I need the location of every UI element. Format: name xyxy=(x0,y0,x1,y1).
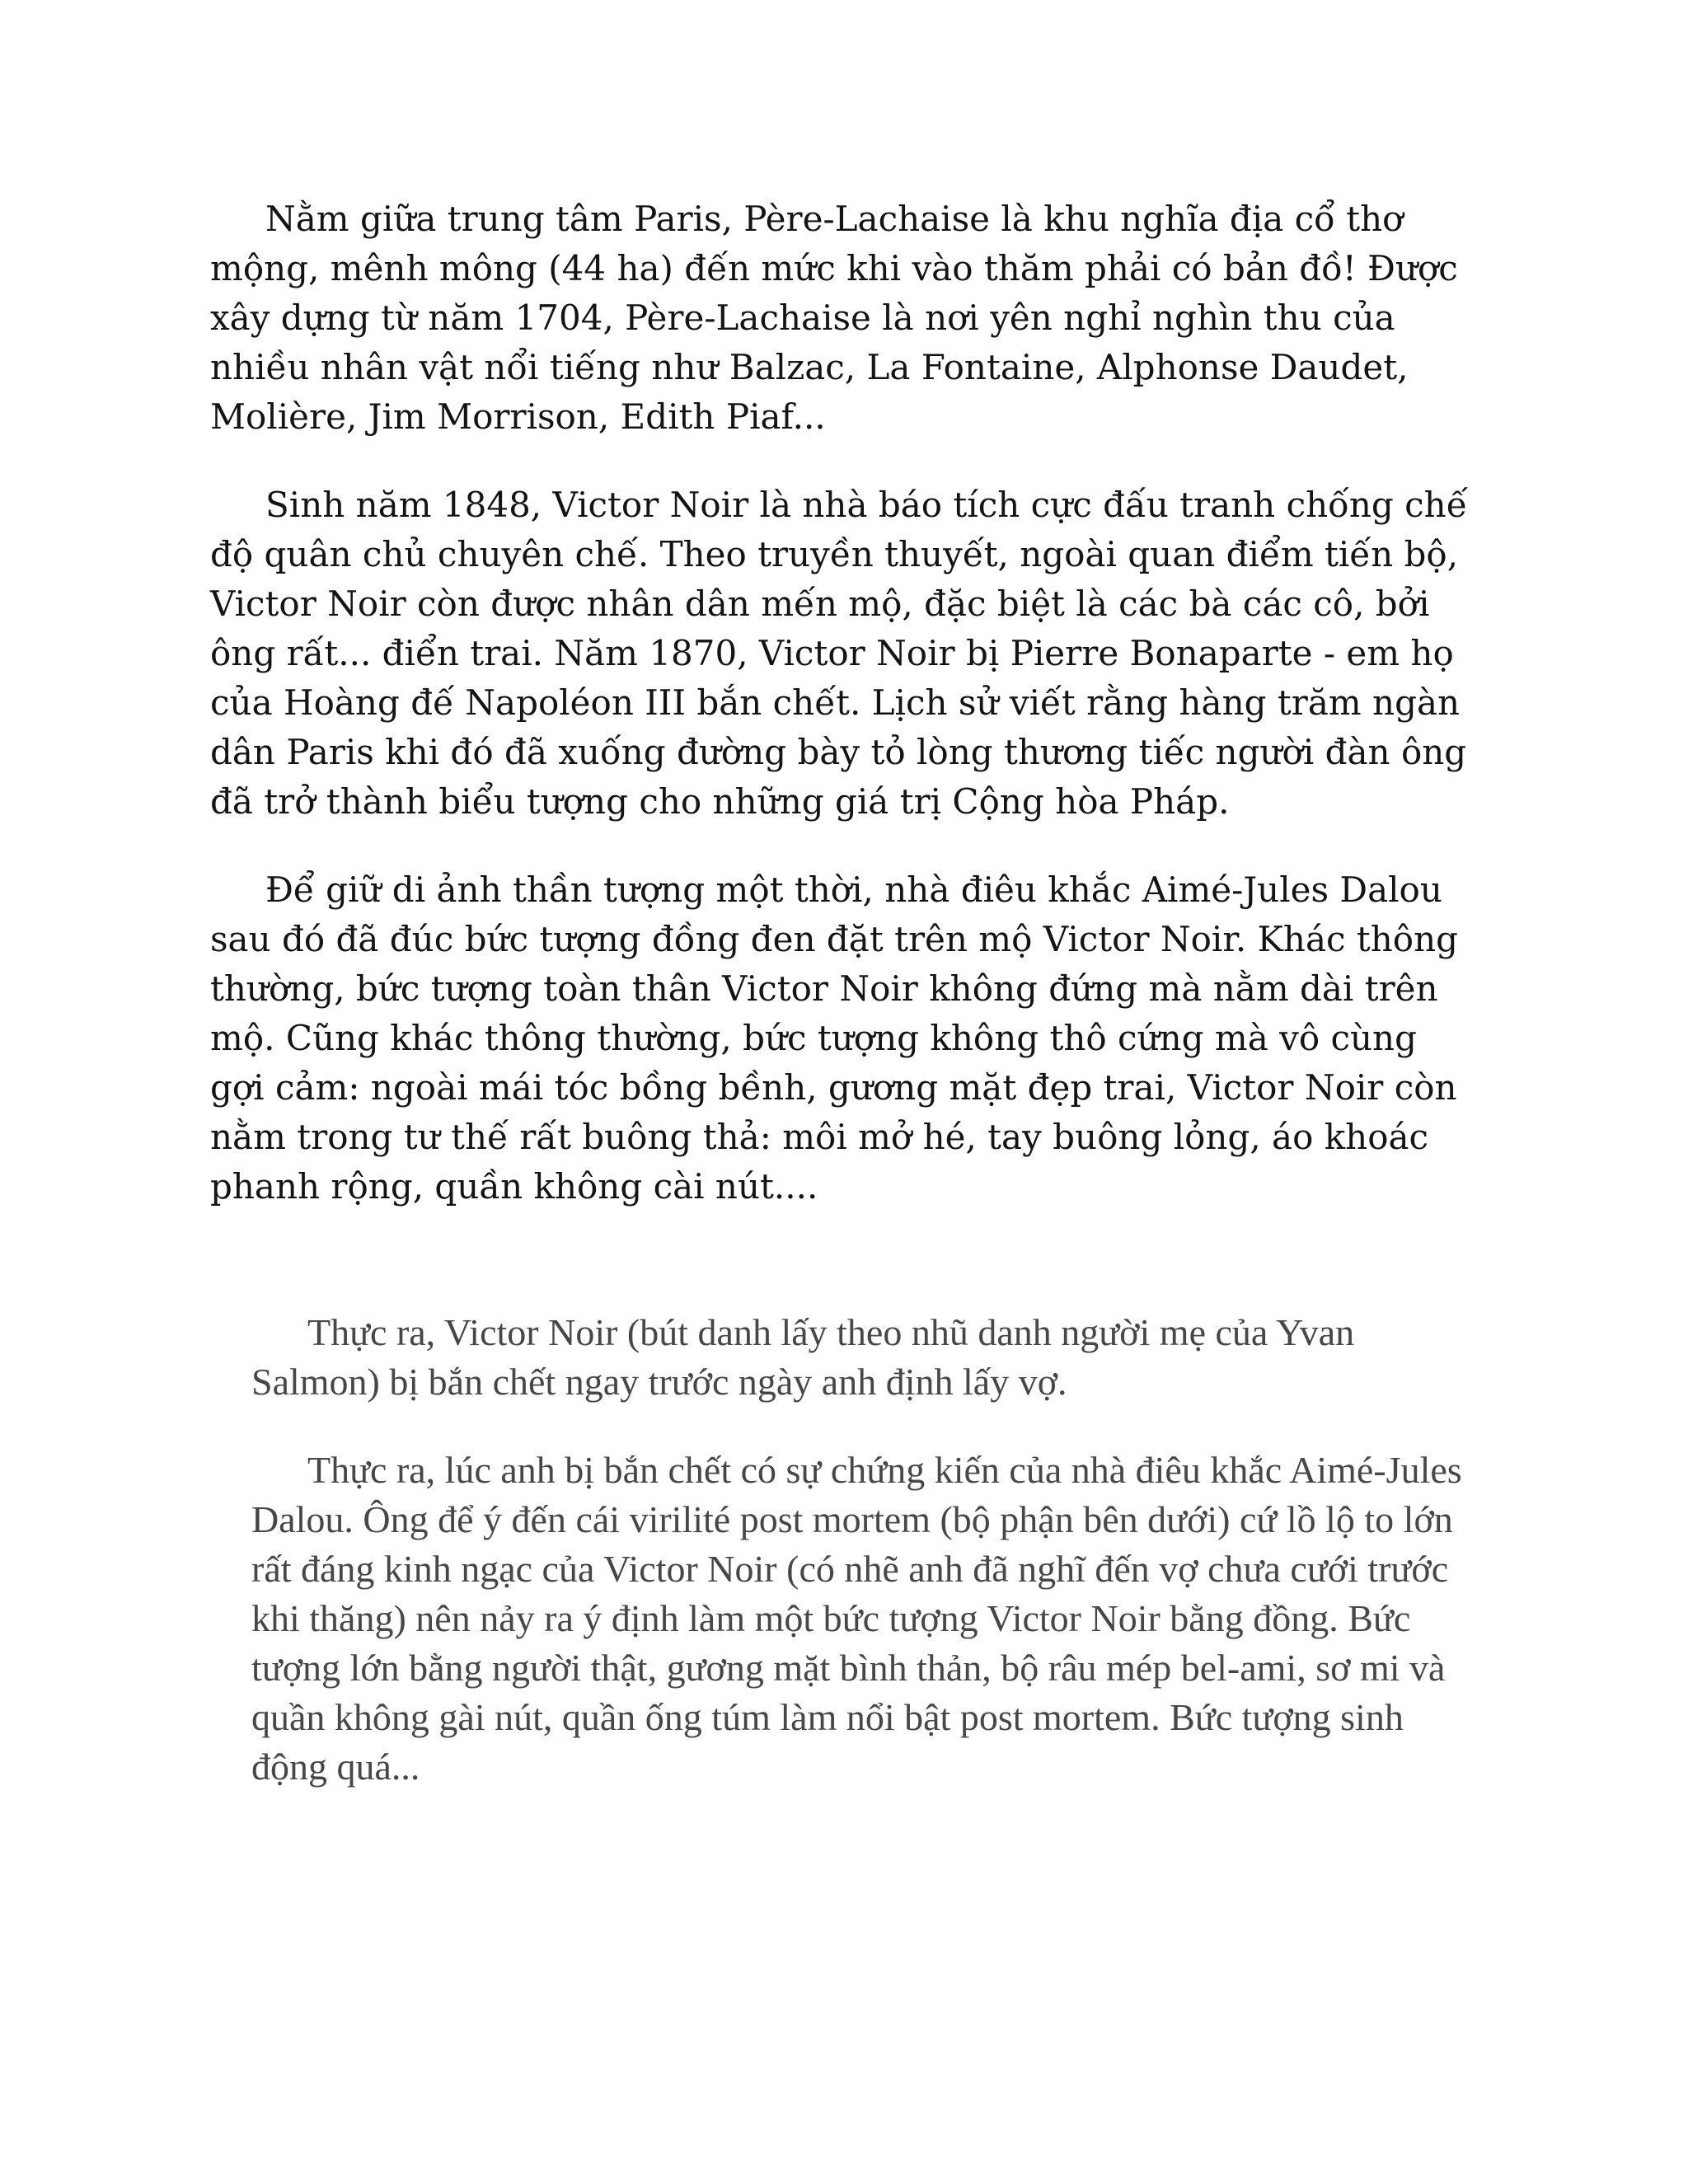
quote-paragraph-pen-name: Thực ra, Victor Noir (bút danh lấy theo nhũ danh người mẹ của Yvan Salmon) bị bắn chết ngay trước ngày anh định lấy vợ. xyxy=(251,1311,1355,1403)
quoted-comment xyxy=(251,1308,1471,1830)
paragraph-pere-lachaise: Nằm giữa trung tâm Paris, Père-Lachaise là khu nghĩa địa cổ thơ mộng, mênh mông (44 ha) đến mức khi vào thăm phải có bản đồ! Được xây dựng từ năm 1704, Père-Lachaise là nơi yên nghỉ nghìn thu của nhiều nhân vật nổi tiếng như Balzac, La Fontaine, Alphonse Daudet, Molière, Jim Morrison, Edith Piaf... xyxy=(210,199,1458,437)
paragraph-statue-description: Để giữ di ảnh thần tượng một thời, nhà điêu khắc Aimé-Jules Dalou sau đó đã đúc bức tượng đồng đen đặt trên mộ Victor Noir. Khác thông thường, bức tượng toàn thân Victor Noir không đứng mà nằm dài trên mộ. Cũng khác thông thường, bức tượng không thô cứng mà vô cùng gợi cảm: ngoài mái tóc bồng bềnh, gương mặt đẹp trai, Victor Noir còn nằm trong tư thế rất buông thả: môi mở hé, tay buông lỏng, áo khoác phanh rộng, quần không cài nút.... xyxy=(210,869,1459,1207)
paragraph-victor-noir-bio: Sinh năm 1848, Victor Noir là nhà báo tích cực đấu tranh chống chế độ quân chủ chuyên chế. Theo truyền thuyết, ngoài quan điểm tiến bộ, Victor Noir còn được nhân dân mến mộ, đặc biệt là các bà các cô, bởi ông rất... điển trai. Năm 1870, Victor Noir bị Pierre Bonaparte - em họ của Hoàng đế Napoléon III bắn chết. Lịch sử viết rằng hàng trăm ngàn dân Paris khi đó đã xuống đường bày tỏ lòng thương tiếc người đàn ông đã trở thành biểu tượng cho những giá trị Cộng hòa Pháp. xyxy=(210,485,1468,822)
article-body xyxy=(210,194,1471,1250)
quote-paragraph-sculptor: Thực ra, lúc anh bị bắn chết có sự chứng kiến của nhà điêu khắc Aimé-Jules Dalou. Ông để ý đến cái virilité post mortem (bộ phận bên dưới) cứ lồ lộ to lớn rất đáng kinh ngạc của Victor Noir (có nhẽ anh đã nghĩ đến vợ chưa cưới trước khi thăng) nên nảy ra ý định làm một bức tượng Victor Noir bằng đồng. Bức tượng lớn bằng người thật, gương mặt bình thản, bộ râu mép bel-ami, sơ mi và quần không gài nút, quần ống túm làm nổi bật post mortem. Bức tượng sinh động quá... xyxy=(251,1449,1462,1788)
